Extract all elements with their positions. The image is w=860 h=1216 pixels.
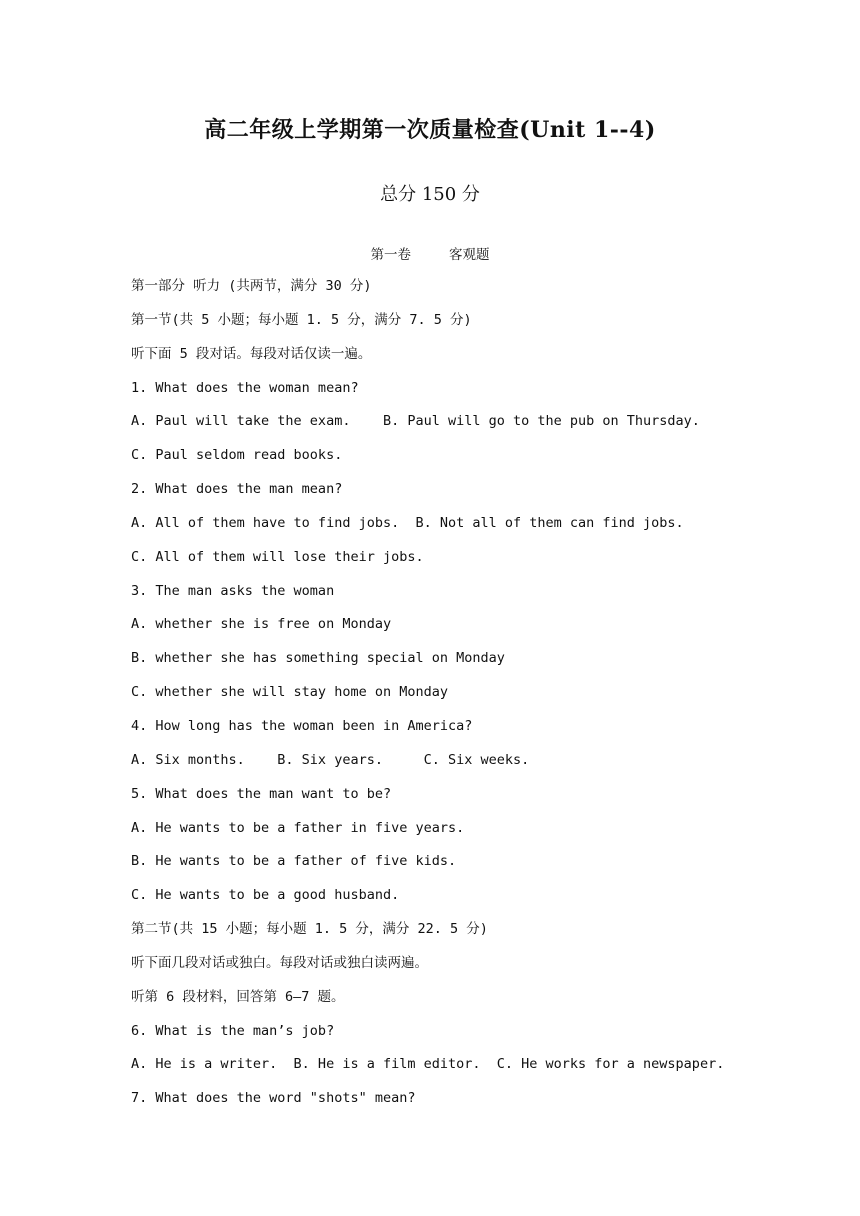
question-text: 4. How long has the woman been in America? xyxy=(131,717,473,734)
question-text: 2. What does the man mean? xyxy=(131,481,343,498)
question-list xyxy=(131,274,811,1120)
part-heading: 第一部分 听力 (共两节，满分 30 分) xyxy=(131,278,372,294)
volume-type: 客观题 xyxy=(449,247,490,263)
total-score: 总分 150 分 xyxy=(380,184,480,205)
answer-options: C. Paul seldom read books. xyxy=(131,447,343,464)
instruction-text: 听第 6 段材料，回答第 6—7 题。 xyxy=(131,988,345,1005)
page-title: 高二年级上学期第一次质量检查(Unit 1--4) xyxy=(204,117,656,143)
answer-options: A. Paul will take the exam. B. Paul will go to the pub on Thursday. xyxy=(131,413,700,430)
answer-options: C. All of them will lose their jobs. xyxy=(131,548,424,565)
answer-options: A. All of them have to find jobs. B. Not all of them can find jobs. xyxy=(131,514,684,531)
question-text: 3. The man asks the woman xyxy=(131,582,335,599)
answer-options: C. He wants to be a good husband. xyxy=(131,887,400,904)
answer-options: A. Six months. B. Six years. C. Six weeks. xyxy=(131,751,530,768)
instruction-text: 听下面 5 段对话。每段对话仅读一遍。 xyxy=(131,345,372,362)
question-text: 6. What is the man’s job? xyxy=(131,1022,335,1039)
volume-heading xyxy=(0,243,860,263)
question-text: 1. What does the woman mean? xyxy=(131,379,359,396)
answer-options: B. He wants to be a father of five kids. xyxy=(131,853,457,870)
answer-options: A. He is a writer. B. He is a film editor. C. He works for a newspaper. xyxy=(131,1056,725,1073)
answer-options: C. whether she will stay home on Monday xyxy=(131,684,448,701)
section-heading: 第二节(共 15 小题；每小题 1. 5 分，满分 22. 5 分) xyxy=(131,921,488,938)
answer-options: A. He wants to be a father in five years. xyxy=(131,819,465,836)
section-heading: 第一节(共 5 小题；每小题 1. 5 分，满分 7. 5 分) xyxy=(131,311,472,328)
question-text: 7. What does the word "shots" mean? xyxy=(131,1090,416,1107)
volume-label: 第一卷 xyxy=(370,247,411,263)
question-text: 5. What does the man want to be? xyxy=(131,785,392,802)
instruction-text: 听下面几段对话或独白。每段对话或独白读两遍。 xyxy=(131,954,428,971)
answer-options: B. whether she has something special on Monday xyxy=(131,650,505,667)
answer-options: A. whether she is free on Monday xyxy=(131,616,392,633)
